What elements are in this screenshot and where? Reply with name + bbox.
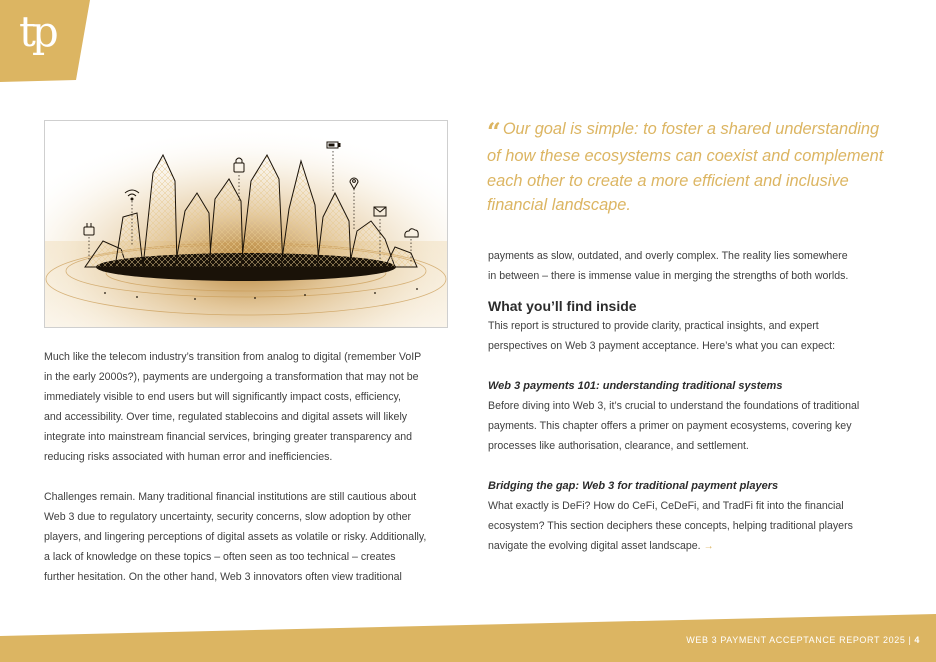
- footer-separator: |: [908, 635, 912, 645]
- left-column: [44, 347, 452, 587]
- text-line: and accessibility. Over time, regulated stablecoins and digital assets will likely: [44, 411, 408, 423]
- report-title: WEB 3 PAYMENT ACCEPTANCE REPORT 2025: [686, 635, 906, 645]
- continue-arrow-icon[interactable]: →: [703, 541, 714, 552]
- payments-101-paragraph: [488, 396, 888, 456]
- text-line: players, and lingering perceptions of digital assets as volatile or risky. Additionally,: [44, 531, 427, 543]
- quote-mark: “: [487, 117, 499, 146]
- section-heading: What you’ll find inside: [488, 298, 637, 314]
- text-line: further hesitation. On the other hand, Web 3 innovators often view traditional: [44, 571, 402, 583]
- text-line: Before diving into Web 3, it’s crucial to understand the foundations of traditional: [488, 400, 860, 412]
- text-line: a lack of knowledge on these topics – often seen as too technical – creates: [44, 551, 396, 563]
- text-line: Web 3 due to regulatory uncertainty, security concerns, slow adoption by other: [44, 511, 412, 523]
- section-intro: [488, 316, 888, 356]
- text-line: Much like the telecom industry’s transition from analog to digital (remember VoIP: [44, 351, 422, 363]
- text-line: processes like authorisation, clearance, and settlement.: [488, 440, 749, 452]
- subheading-bridging-gap: Bridging the gap: Web 3 for traditional payment players: [488, 480, 779, 492]
- footer: [0, 610, 936, 662]
- text-line: perspectives on Web 3 payment acceptance. Here’s what you can expect:: [488, 340, 836, 352]
- right-column: [488, 246, 888, 557]
- text-line: in between – there is immense value in merging the strengths of both worlds.: [488, 270, 849, 282]
- bridging-gap-paragraph: [488, 496, 888, 557]
- quote-text: Our goal is simple: to foster a shared understanding of how these ecosystems can coexist and complement each other to create a more efficient and inclusive financial landscape.: [487, 120, 884, 215]
- text-line: ecosystem? This section deciphers these concepts, helping traditional players: [488, 520, 853, 532]
- text-line: immediately visible to end users but will significantly impact costs, efficiency,: [44, 391, 401, 403]
- text-line: payments. This chapter offers a primer on payment ecosystems, covering key: [488, 420, 852, 432]
- logo-text: tp: [19, 7, 55, 56]
- text-line: integrate into mainstream financial services, bringing greater transparency and: [44, 431, 413, 443]
- footer-label: [686, 635, 920, 645]
- text-line: payments as slow, outdated, and overly complex. The reality lies somewhere: [488, 250, 848, 262]
- text-line: Challenges remain. Many traditional financial institutions are still cautious about: [44, 491, 417, 503]
- subheading-payments-101: Web 3 payments 101: understanding traditional systems: [488, 380, 783, 392]
- text-line: in the early 2000s?), payments are undergoing a transformation that may not be: [44, 371, 419, 383]
- pull-quote: [487, 117, 887, 218]
- challenges-paragraph: [44, 487, 452, 587]
- logo: [0, 0, 92, 82]
- text-line: What exactly is DeFi? How do CeFi, CeDeFi, and TradFi fit into the financial: [488, 500, 844, 512]
- text-line: navigate the evolving digital asset landscape.: [488, 540, 701, 552]
- text-line: reducing risks associated with human error and inefficiencies.: [44, 451, 333, 463]
- intro-paragraph: [44, 347, 452, 467]
- page-number: 4: [914, 635, 920, 645]
- continued-paragraph: [488, 246, 888, 286]
- text-line: This report is structured to provide clarity, practical insights, and expert: [488, 320, 819, 332]
- hero-image: [44, 120, 448, 328]
